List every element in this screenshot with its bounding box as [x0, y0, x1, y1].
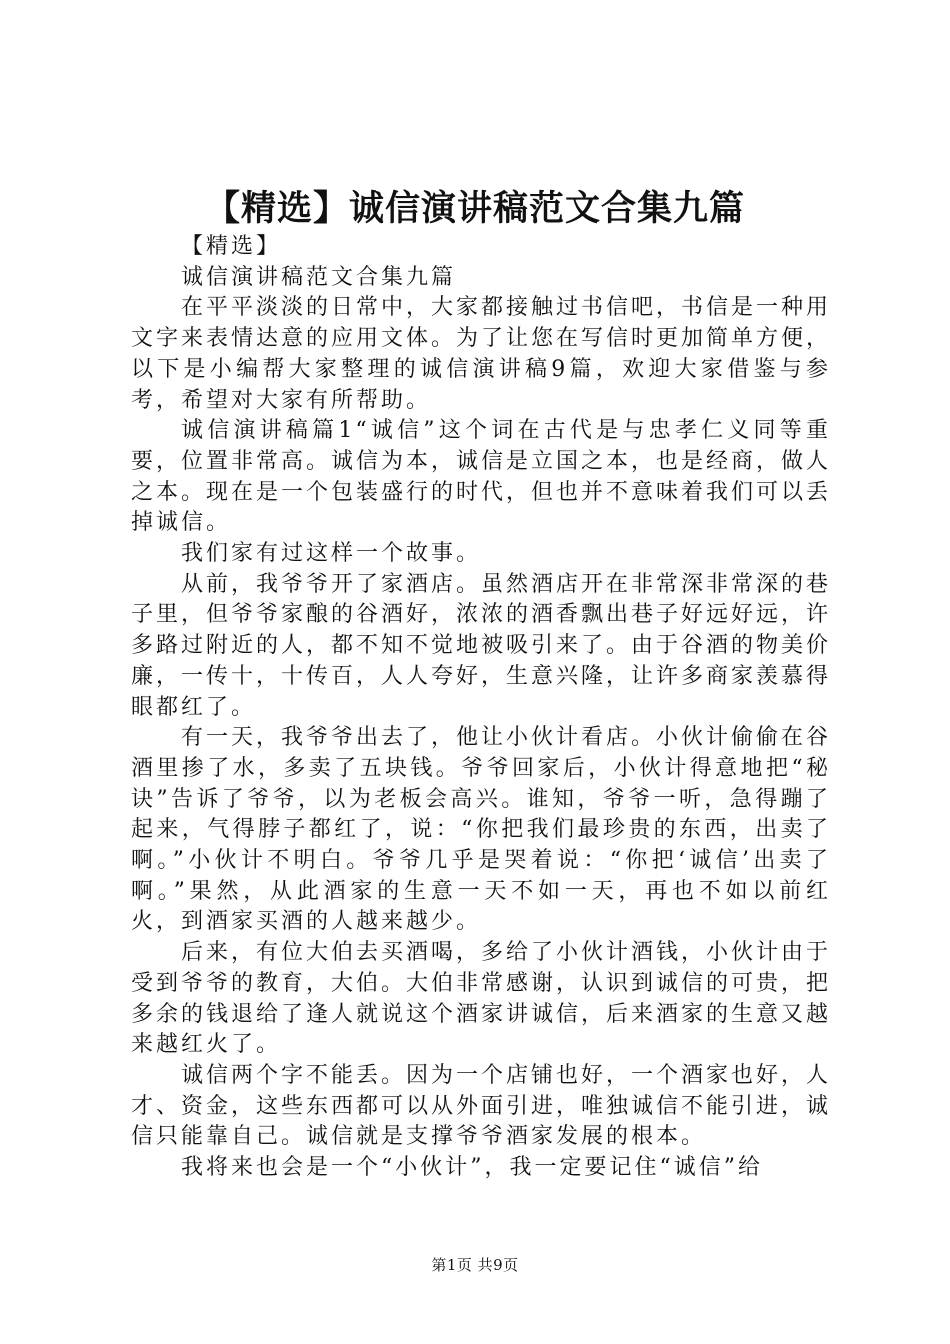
paragraph: 我将来也会是一个“小伙计”，我一定要记住“诚信”给 [181, 1155, 763, 1181]
paragraph: 在平平淡淡的日常中，大家都接触过书信吧，书信是一种用文字来表情达意的应用文体。为了让您在写信时更加简单方便，以下是小编帮大家整理的诚信演讲稿9篇，欢迎大家借鉴与参考，希望对大家有所帮助。 [131, 295, 832, 413]
document-body [131, 232, 831, 1184]
paragraph: 诚信演讲稿范文合集九篇 [181, 264, 457, 290]
paragraph: 有一天，我爷爷出去了，他让小伙计看店。小伙计偷偷在谷酒里掺了水，多卖了五块钱。爷爷回家后，小伙计得意地把“秘诀”告诉了爷爷，以为老板会高兴。谁知，爷爷一听，急得蹦了起来，气得脖子都红了，说：“你把我们最珍贵的东西，出卖了啊。”小伙计不明白。爷爷几乎是哭着说：“你把‘诚信’出卖了啊。”果然，从此酒家的生意一天不如一天，再也不如以前红火，到酒家买酒的人越来越少。 [131, 725, 832, 935]
document-title: 【精选】诚信演讲稿范文合集九篇 [204, 189, 745, 229]
paragraph: 诚信演讲稿篇1“诚信”这个词在古代是与忠孝仁义同等重要，位置非常高。诚信为本，诚信是立国之本，也是经商，做人之本。现在是一个包装盛行的时代，但也并不意味着我们可以丢掉诚信。 [131, 418, 832, 536]
page-footer: 第1页 共9页 [431, 1256, 519, 1274]
paragraph: 诚信两个字不能丢。因为一个店铺也好，一个酒家也好，人才、资金，这些东西都可以从外面引进，唯独诚信不能引进，诚信只能靠自己。诚信就是支撑爷爷酒家发展的根本。 [131, 1062, 832, 1150]
paragraph: 从前，我爷爷开了家酒店。虽然酒店开在非常深非常深的巷子里，但爷爷家酿的谷酒好，浓浓的酒香飘出巷子好远好远，许多路过附近的人，都不知不觉地被吸引来了。由于谷酒的物美价廉，一传十，十传百，人人夸好，生意兴隆，让许多商家羡慕得眼都红了。 [131, 571, 832, 720]
paragraph: 【精选】 [181, 234, 282, 259]
paragraph: 我们家有过这样一个故事。 [181, 541, 482, 567]
paragraph: 后来，有位大伯去买酒喝，多给了小伙计酒钱，小伙计由于受到爷爷的教育，大伯。大伯非常感谢，认识到诚信的可贵，把多余的钱退给了逢人就说这个酒家讲诚信，后来酒家的生意又越来越红火了。 [131, 940, 832, 1058]
